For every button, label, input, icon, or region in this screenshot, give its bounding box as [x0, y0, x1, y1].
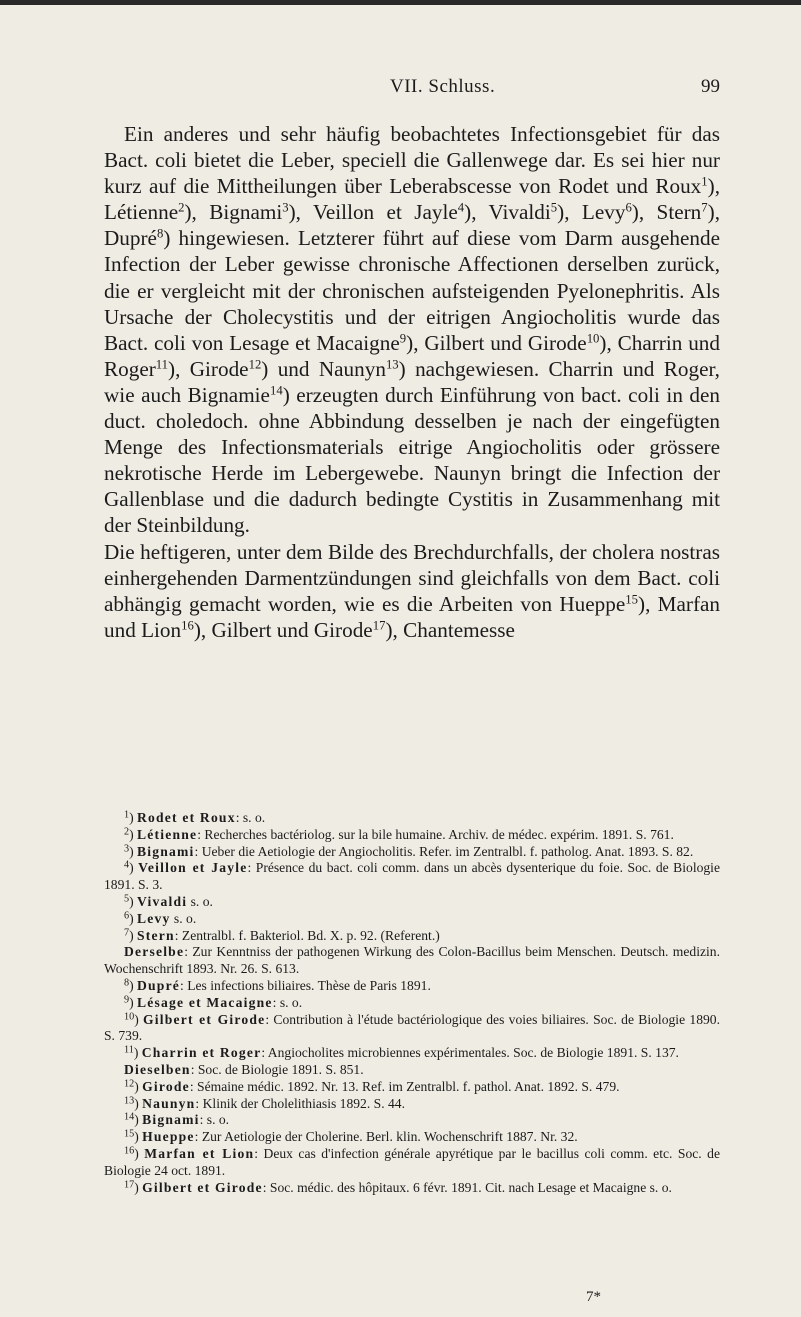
running-head: VII. Schluss.: [390, 76, 496, 97]
footnote-text: : Soc. médic. des hôpitaux. 6 févr. 1891. Cit. nach Lesage et Macaigne s. o.: [262, 1179, 672, 1195]
footnote-author: Vivaldi: [137, 893, 188, 909]
footnote-author: Stern: [137, 927, 175, 943]
footnote-text: : Zur Kenntniss der pathogenen Wirkung des Colon-Bacillus beim Menschen. Deutsch. medizin. Wochenschrift 1893. Nr. 26. S. 613.: [104, 944, 720, 977]
footnote: $^{15}$) Hueppe: Zur Aetiologie der Cholerine. Berl. klin. Wochenschrift 1887. Nr. 32.: [124, 1128, 578, 1145]
footnote-number: 16: [124, 1145, 135, 1157]
footnote: $^{12}$) Girode: Sémaine médic. 1892. Nr. 13. Ref. im Zentralbl. f. pathol. Anat. 1892. S. 479.: [124, 1078, 620, 1094]
footnote-text: : Soc. de Biologie 1891. S. 851.: [190, 1061, 364, 1077]
footnote-ref: 1: [701, 174, 708, 189]
footnote-number: 12: [124, 1078, 135, 1090]
footnote-author: Bignami: [137, 843, 195, 859]
footnote-ref: 11: [155, 357, 169, 372]
footnote-author: Veillon et Jayle: [138, 860, 248, 876]
text-run: , Létienne: [104, 174, 720, 225]
footnote: $^2$) Létienne: Recherches bactériolog. sur la bile humaine. Archiv. de médec. expérim. 1891. S. 761.: [124, 826, 674, 842]
footnote: $^7$) Stern: Zentralbl. f. Bakteriol. Bd. X. p. 92. (Referent.): [124, 927, 440, 943]
footnote-number: 2: [124, 826, 130, 838]
footnote-ref: 6: [625, 200, 632, 215]
footnote: $^1$) Rodet et Roux: s. o.: [124, 809, 266, 825]
footnote-text: : Zentralbl. f. Bakteriol. Bd. X. p. 92. (Referent.): [174, 927, 440, 943]
footnote: $^6$) Levy s. o.: [124, 910, 197, 926]
footnote-ref: 15: [625, 592, 638, 607]
footnote-text: : Recherches bactériolog. sur la bile humaine. Archiv. de médec. expérim. 1891. S. 761.: [197, 826, 674, 842]
footnote-author: Dieselben: [124, 1061, 191, 1077]
text-run: , Charrin und Roger: [104, 330, 720, 381]
footnote-author: Lésage et Macaigne: [137, 994, 273, 1010]
footnote-author: Charrin et Roger: [141, 1045, 262, 1061]
footnote-number: 4: [124, 859, 130, 871]
text-run: , Marfan und Lion: [104, 591, 720, 642]
footnote-text: : Contribution à l'étude bactériologique des voies biliaires. Soc. de Biologie 1890. S. 739.: [104, 1011, 720, 1044]
text-run: , Chantemesse: [392, 617, 515, 642]
footnote-text: : Sémaine médic. 1892. Nr. 13. Ref. im Zentralbl. f. pathol. Anat. 1892. S. 479.: [189, 1078, 620, 1094]
footnote-author: Dupré: [137, 977, 181, 993]
footnote-number: 17: [124, 1178, 135, 1190]
footnote-author: Girode: [142, 1078, 190, 1094]
footnote-author: Marfan et Lion: [144, 1145, 255, 1161]
text-run: , Bignami: [191, 200, 283, 225]
footnote-text: s. o.: [187, 893, 213, 909]
page-top-edge: [0, 0, 801, 5]
footnote-ref: 10: [586, 331, 600, 346]
signature-mark: 7*: [586, 1289, 601, 1305]
footnote-ref: 4: [457, 200, 465, 215]
footnote: $^4$) Veillon et Jayle: Présence du bact. coli comm. dans un abcès dysenterique du foie. Soc. de Biologie 1891. S. 3.: [104, 859, 720, 893]
page-header: [104, 76, 720, 100]
footnote-text: : Zur Aetiologie der Cholerine. Berl. klin. Wochenschrift 1887. Nr. 32.: [194, 1129, 578, 1145]
footnote-text: : s. o.: [199, 1112, 230, 1128]
paragraph-2: Die heftigeren, unter dem Bilde des Brechdurchfalls, der cholera nostras einhergehenden Darmentzündungen sind gleichfalls von dem Bact. coli abhängig gemacht worden, wie es die Arbeiten von Hueppe$^{15}$), Marfan und Lion$^{16}$), Gilbert und Girode$^{17}$), Chantemesse: [104, 539, 720, 642]
text-run: und Naunyn: [268, 356, 386, 381]
footnote: $^5$) Vivaldi s. o.: [124, 893, 213, 909]
footnote-author: Gilbert et Girode: [143, 1011, 266, 1027]
footnote-ref: 17: [372, 618, 386, 633]
footnote-number: 1: [124, 809, 130, 821]
text-run: , Dupré: [104, 200, 720, 251]
footnote-number: 13: [124, 1094, 135, 1106]
footnote-ref: 8: [156, 226, 164, 241]
text-run: , Gilbert und Girode: [413, 330, 587, 355]
footnote-ref: 13: [385, 357, 399, 372]
footnote-number: 3: [124, 843, 130, 855]
paragraph-1: Ein anderes und sehr häufig beobachtetes Infectionsgebiet für das Bact. coli bietet die Leber, speciell die Gallenwege dar. Es sei hier nur kurz auf die Mittheilungen über Leberabscesse von Rodet und Roux$^1$), Létienne$^2$), Bignami$^3$), Veillon et Jayle$^4$), Vivaldi$^5$), Levy$^6$), Stern$^7$), Dupré$^8$) hingewiesen. Letzterer führt auf diese vom Darm ausgehende Infection der Leber gewisse chronische Affectionen derselben zurück, die er vergleicht mit der chronischen aufsteigenden Pyelonephritis. Als Ursache der Cholecystitis und der eitrigen Angiocholitis wurde das Bact. coli von Lesage et Macaigne$^9$), Gilbert und Girode$^{10}$), Charrin und Roger$^{11}$), Girode$^{12}$) und Naunyn$^{13}$) nachgewiesen. Charrin und Roger, wie auch Bignamie$^{14}$) erzeugten durch Einführung von bact. coli in den duct. choledoch. ohne Abbindung desselben je nach der eingefügten Menge des Infectionsmaterials eitrige Angiocholitis oder grössere nekrotische Herde im Lebergewebe. Naunyn bringt die Infection der Gallenblase und die dadurch bedingte Cystitis in Zusammenhang mit der Steinbildung.: [104, 122, 721, 538]
footnote-ref: 7: [701, 200, 708, 215]
footnote-text: : Les infections biliaires. Thèse de Paris 1891.: [180, 977, 431, 993]
page-number: 99: [701, 76, 720, 97]
footnote-number: 10: [124, 1010, 135, 1022]
footnote-number: 8: [124, 977, 130, 989]
footnote: $^8$) Dupré: Les infections biliaires. Thèse de Paris 1891.: [124, 977, 431, 993]
footnote-author: Létienne: [137, 826, 198, 842]
footnote-author: Derselbe: [124, 944, 185, 960]
footnote-text: : Klinik der Cholelithiasis 1892. S. 44.: [195, 1095, 405, 1111]
footnote: $^{17}$) Gilbert et Girode: Soc. médic. des hôpitaux. 6 févr. 1891. Cit. nach Lesage et Macaigne s. o.: [124, 1178, 672, 1195]
text-run: , Gilbert und Girode: [200, 617, 373, 642]
footnote-text: : Présence du bact. coli comm. dans un abcès dysenterique du foie. Soc. de Biologie 1891. S. 3.: [104, 860, 720, 893]
footnote-number: 7: [124, 927, 130, 938]
footnote-author: Gilbert et Girode: [142, 1179, 263, 1195]
footnote-text: : s. o.: [272, 994, 303, 1010]
footnote-author: Levy: [137, 910, 171, 926]
footnote-author: Rodet et Roux: [137, 810, 236, 825]
footnote-number: 14: [124, 1111, 135, 1123]
text-run: , Veillon et Jayle: [295, 200, 458, 225]
footnote-text: : s. o.: [235, 810, 266, 825]
footnote-author: Hueppe: [142, 1129, 195, 1145]
footnote: $^{10}$) Gilbert et Girode: Contribution à l'étude bactériologique des voies biliaires. Soc. de Biologie 1890. S. 739.: [104, 1010, 720, 1044]
footnote-text: : Deux cas d'infection générale apyrétique par le bacillus coli comm. etc. Soc. de Biologie 24 oct. 1891.: [104, 1145, 720, 1178]
text-run: , Levy: [564, 200, 626, 225]
footnote-ref: 9: [399, 331, 407, 346]
footnote-author: Naunyn: [142, 1095, 196, 1111]
text-run: hingewiesen. Letzterer führt auf diese vom Darm ausgehende Infection der Leber gewisse chronische Affectionen derselben zurück, die er vergleicht mit der chronischen aufsteigenden Pyelonephritis. Als Ursache der Cholecystitis und der eitrigen Angiocholitis wurde das Bact. coli von Lesage et Macaigne: [104, 226, 720, 355]
footnote: $^{14}$) Bignami: s. o.: [124, 1111, 230, 1128]
text-run: Die heftigeren, unter dem Bilde des Brechdurchfalls, der cholera nostras einhergehenden Darmentzündungen sind gleichfalls von dem Bact. coli abhängig gemacht worden, wie es die Arbeiten von Hueppe: [104, 539, 720, 616]
text-run: , Vivaldi: [471, 200, 551, 225]
footnote: $^3$) Bignami: Ueber die Aetiologie der Angiocholitis. Refer. im Zentralbl. f. patholog. Anat. 1893. S. 82.: [124, 843, 694, 859]
footnote-author: Bignami: [142, 1112, 200, 1128]
footnote-text: : Ueber die Aetiologie der Angiocholitis. Refer. im Zentralbl. f. patholog. Anat. 1893. S. 82.: [194, 843, 694, 859]
text-run: , Stern: [638, 200, 702, 225]
footnote-ref: 3: [282, 200, 289, 215]
text-run: erzeugten durch Einführung von bact. coli in den duct. choledoch. ohne Abbindung desselben je nach der eingefügten Menge des Infectionsmaterials eitrige Angiocholitis oder grössere nekrotische Herde im Lebergewebe. Naunyn bringt die Infection der Gallenblase und die dadurch bedingte Cystitis in Zusammenhang mit der Steinbildung.: [104, 382, 721, 538]
footnote-number: 15: [124, 1128, 135, 1140]
footnote-ref: 16: [181, 618, 194, 633]
footnote: [104, 1062, 720, 1079]
footnote-number: 6: [124, 910, 130, 922]
footnote-number: 9: [124, 994, 130, 1006]
footnote-ref: 14: [269, 383, 283, 398]
main-text: [104, 121, 720, 643]
text-run: Ein anderes und sehr häufig beobachtetes Infectionsgebiet für das Bact. coli bietet die Leber, speciell die Gallenwege dar. Es sei hier nur kurz auf die Mittheilungen über Leberabscesse von Rodet und Roux: [104, 122, 720, 199]
footnote: $^{11}$) Charrin et Roger: Angiocholites microbiennes expérimentales. Soc. de Biologie 1891. S. 137.: [124, 1044, 679, 1061]
footnote-text: s. o.: [170, 910, 197, 926]
footnote-number: 11: [124, 1044, 134, 1056]
footnote-text: : Angiocholites microbiennes expérimentales. Soc. de Biologie 1891. S. 137.: [261, 1045, 679, 1061]
footnote-ref: 5: [550, 200, 558, 215]
footnotes: [104, 810, 720, 1196]
footnote-ref: 2: [178, 200, 185, 215]
footnote: $^{16}$) Marfan et Lion: Deux cas d'infection générale apyrétique par le bacillus coli comm. etc. Soc. de Biologie 24 oct. 1891.: [104, 1145, 720, 1178]
footnote: [104, 944, 720, 978]
footnote-number: 5: [124, 893, 130, 905]
footnote: $^9$) Lésage et Macaigne: s. o.: [124, 994, 303, 1010]
text-run: , Girode: [175, 356, 249, 381]
text-run: nachgewiesen. Charrin und Roger, wie auch Bignamie: [104, 356, 720, 407]
footnote-ref: 12: [248, 357, 262, 372]
footnote: $^{13}$) Naunyn: Klinik der Cholelithiasis 1892. S. 44.: [124, 1094, 405, 1111]
